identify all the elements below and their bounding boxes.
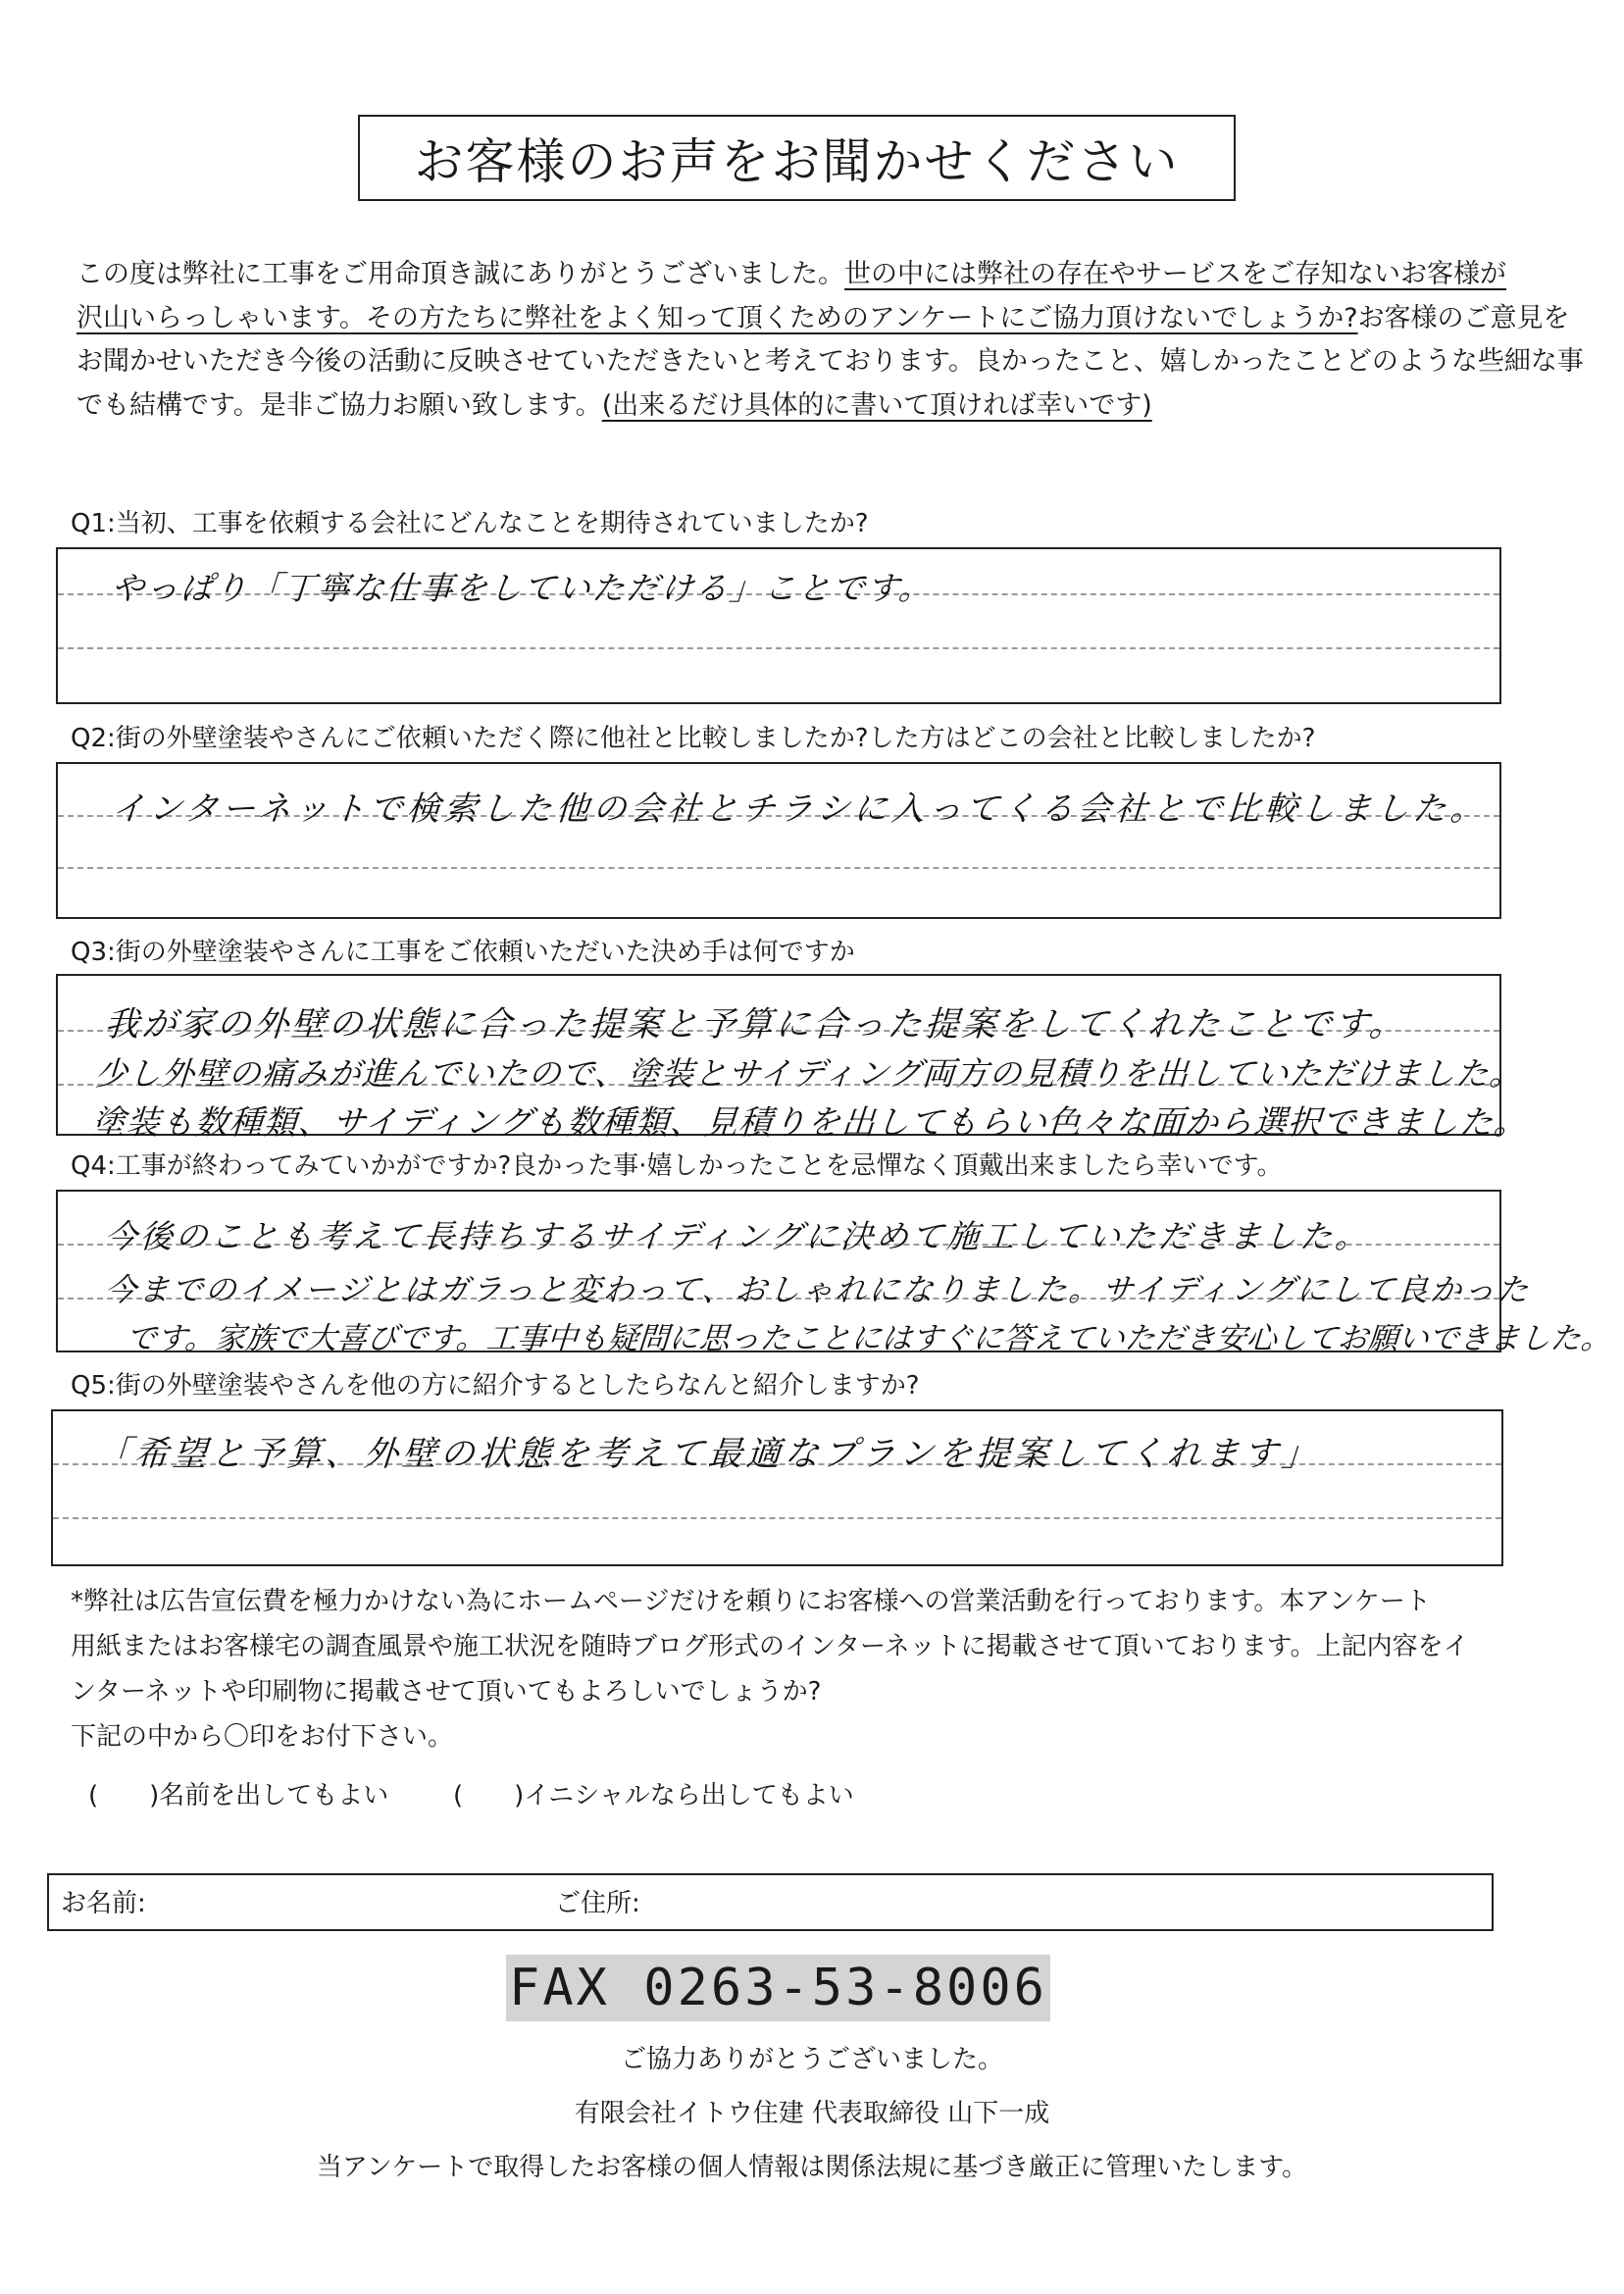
question-label-q3: Q3:街の外壁塗装やさんに工事をご依頼いただいた決め手は何ですか (71, 938, 855, 967)
intro-line (76, 253, 1548, 297)
consent-option-initials[interactable]: ( )イニシャルなら出してもよい (453, 1781, 854, 1810)
fax-number: FAX 0263-53-8006 (506, 1955, 1050, 2021)
intro-line (76, 297, 1570, 341)
handwritten-answer: 今後のことも考えて長持ちするサイディングに決めて施工していただきました。 (103, 1217, 1372, 1255)
notice-line: ンターネットや印刷物に掲載させて頂いてもよろしいでしょうか? (71, 1677, 822, 1707)
handwritten-answer: です。家族で大喜びです。工事中も疑問に思ったことにはすぐに答えていただき安心してお願いできました。 (125, 1321, 1613, 1356)
answer-box-q5 (51, 1409, 1503, 1566)
intro-line (76, 384, 1548, 429)
intro-text-underlined: 世の中には弊社の存在やサービスをご存知ないお客様が (844, 259, 1506, 289)
handwritten-answer: 塗装も数種類、サイディングも数種類、見積りを出してもらい色々な面から選択できました。 (90, 1103, 1530, 1143)
thanks-text: ご協力ありがとうございました。 (620, 2045, 1003, 2074)
answer-box-q3 (56, 974, 1530, 1143)
answer-box-q2 (56, 762, 1501, 919)
intro-text: お客様のご意見を (1357, 302, 1570, 333)
notice-line: *弊社は広告宣伝費を極力かけない為にホームページだけを頼りにお客様への営業活動を行っております。本アンケート (71, 1587, 1431, 1616)
handwritten-answer: 少し外壁の痛みが進んでいたので、塗装とサイディング両方の見積りを出していただけました。 (93, 1054, 1524, 1093)
answer-box-q1 (56, 547, 1501, 704)
intro-paragraph (76, 253, 1584, 428)
question-label-q5: Q5:街の外壁塗装やさんを他の方に紹介するとしたらなんと紹介しますか? (71, 1371, 920, 1401)
consent-option-name[interactable]: ( )名前を出してもよい (88, 1781, 389, 1810)
intro-text-underlined: (出来るだけ具体的に書いて頂ければ幸いです) (601, 389, 1152, 421)
notice-line: 用紙またはお客様宅の調査風景や施工状況を随時ブログ形式のインターネットに掲載させて頂いております。上記内容をイ (71, 1632, 1469, 1661)
intro-line (76, 340, 1584, 384)
handwritten-answer: やっぱり「丁寧な仕事をしていただける」ことです。 (110, 569, 935, 607)
intro-text: お聞かせいただき今後の活動に反映させていただきたいと考えております。良かったこと、嬉しかったことどのような些細な事 (76, 346, 1584, 377)
question-label-q2: Q2:街の外壁塗装やさんにご依頼いただく際に他社と比較しましたか?した方はどこの会社と比較しましたか? (71, 724, 1316, 753)
privacy-notice: 当アンケートで取得したお客様の個人情報は関係法規に基づき厳正に管理いたします。 (316, 2153, 1308, 2182)
intro-text-underlined: 沢山いらっしゃいます。その方たちに弊社をよく知って頂くためのアンケートにご協力頂けないでしょうか? (76, 302, 1358, 333)
handwritten-answer: 我が家の外壁の状態に合った提案と予算に合った提案をしてくれたことです。 (103, 1005, 1408, 1045)
question-label-q4: Q4:工事が終わってみていかがですか?良かった事·嬉しかったことを忌憚なく頂戴出来ましたら幸いです。 (71, 1151, 1283, 1181)
company-signature: 有限会社イトウ住建 代表取締役 山下一成 (574, 2099, 1050, 2128)
notice-line: 下記の中から〇印をお付下さい。 (71, 1722, 454, 1752)
page-title: お客様のお声をお聞かせください (358, 115, 1236, 201)
handwritten-answer: インターネットで検索した他の会社とチラシに入ってくる会社とで比較しました。 (110, 790, 1490, 829)
handwritten-answer: 今までのイメージとはガラっと変わって、おしゃれになりました。サイディングにして良かった (103, 1271, 1532, 1308)
question-label-q1: Q1:当初、工事を依頼する会社にどんなことを期待されていましたか? (71, 509, 869, 538)
handwritten-answer: 「希望と予算、外壁の状態を考えて最適なプランを提案してくれます」 (94, 1435, 1322, 1474)
answer-box-q4 (56, 1190, 1613, 1356)
intro-text: でも結構です。是非ご協力お願い致します。 (76, 389, 602, 421)
intro-text: この度は弊社に工事をご用命頂き誠にありがとうございました。 (76, 259, 844, 289)
address-field-label: ご住所: (555, 1889, 640, 1918)
name-address-box (47, 1873, 1494, 1931)
name-field-label: お名前: (61, 1889, 146, 1918)
publication-notice (71, 1579, 1469, 1759)
